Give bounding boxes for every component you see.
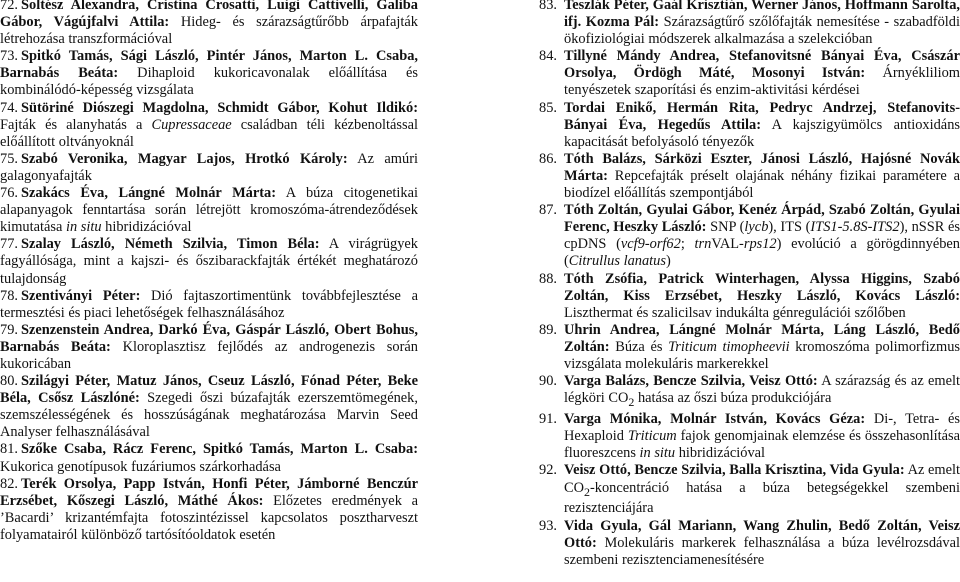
- entry-authors: Szakács Éva, Lángné Molnár Márta:: [21, 185, 277, 202]
- list-item: 77. Szalay László, Németh Szilvia, Timon Béla: A virágrügyek fagyállósága, mint a kajszi- és őszibarackfajták értékét meghatározó tulajdonság: [0, 236, 419, 287]
- list-item: 92. Veisz Ottó, Bencze Szilvia, Balla Krisztina, Vida Gyula: Az emelt $CO_2$-koncentráció hatása a búza betegségekkel szembeni rezisztenciájára: [539, 462, 960, 517]
- entry-title: Repcefajták préselt olajának néhány fizikai paramétere a biodízel előállítás szempontjából: [564, 167, 960, 202]
- list-item: 89. Uhrin Andrea, Lángné Molnár Márta, Láng László, Bedő Zoltán: Búza és Triticum timopheevii kromoszóma polimorfizmus vizsgálata molekuláris markerekkel: [539, 321, 960, 372]
- entry-title: A szárazság és az emelt légköri $CO_2$ hatása az őszi búza produkciójára: [564, 373, 960, 410]
- entry-title: Kukorica genotípusok fuzáriumos szárkorhadása: [0, 458, 281, 475]
- entry-authors: Soltész Alexandra, Cristina Crosatti, Luigi Cattivelli, Galiba Gábor, Vágújfalvi Attila:: [0, 0, 418, 31]
- entry-authors: Varga Balázs, Bencze Szilvia, Veisz Ottó:: [564, 373, 818, 390]
- list-item: 82. Terék Orsolya, Papp István, Honfi Péter, Jámborné Benczúr Erzsébet, Kőszegi László, Máthé Ákos: Előzetes eredmények a ’Bacardi’ krizantémfajta fotoszintézissel kapcsolatos posztharveszt folyamatairól különböző tartósítóoldatok esetén: [0, 475, 418, 543]
- entry-title: Dió fajtaszortimentünk továbbfejlesztése a termesztési és piaci lehetőségek felhasználásához: [0, 287, 418, 321]
- entry-title: Az amúri galagonyafajták: [0, 150, 418, 184]
- entry-title: Dihaploid kukoricavonalak előállítása és kombinálódó-képesség vizsgálata: [0, 65, 418, 99]
- entry-authors: Uhrin Andrea, Lángné Molnár Márta, Láng László, Bedő Zoltán:: [564, 321, 960, 355]
- list-item: 84. Tillyné Mándy Andrea, Stefanovitsné Bányai Éva, Császár Orsolya, Ördögh Máté, Mosonyi István: Árnyékliliom tenyészetek szaporítási és enzim-aktivitási kérdései: [539, 48, 960, 99]
- entry-authors: Sütöriné Diószegi Magdolna, Schmidt Gábor, Kohut Ildikó:: [21, 99, 418, 116]
- entry-authors: Szilágyi Péter, Matuz János, Cseuz László, Fónad Péter, Beke Béla, Csősz Lászlóné:: [0, 373, 418, 407]
- entry-authors: Tóth Zsófia, Patrick Winterhagen, Alyssa Higgins, Szabó Zoltán, Kiss Erzsébet, Heszky László, Kovács László:: [564, 270, 960, 304]
- list-item: 75. Szabó Veronika, Magyar Lajos, Hrotkó Károly: Az amúri galagonyafajták: [0, 150, 418, 184]
- list-item: 90. Varga Balázs, Bencze Szilvia, Veisz Ottó: A szárazság és az emelt légköri $CO_2$ hatása az őszi búza produkciójára: [539, 373, 960, 410]
- list-item: 83. Teszlák Péter, Gaál Krisztián, Werner János, Hoffmann Sarolta, ifj. Kozma Pál: Szárazságtűrő szőlőfajták nemesítése - szabadföldi ökofiziológiai módszerek alkalmazása a szelekcióban: [539, 0, 960, 48]
- entry-title: Búza és Triticum timopheevii kromoszóma polimorfizmus vizsgálata molekuláris markerekkel: [564, 338, 960, 372]
- list-item: 79. Szenzenstein Andrea, Darkó Éva, Gáspár László, Obert Bohus, Barnabás Beáta: Kloroplasztisz fejlődés az androgenezis során kukoricában: [0, 321, 418, 372]
- entry-authors: Szentiványi Péter:: [21, 287, 141, 304]
- entry-title: Az emelt $CO_2$-koncentráció hatása a búza betegségekkel szembeni rezisztenciájára: [564, 462, 960, 517]
- entry-title: A virágrügyek fagyállósága, mint a kajszi- és őszibarackfajták értékét meghatározó tulajdonság: [0, 236, 419, 287]
- list-item: 86. Tóth Balázs, Sárközi Eszter, Jánosi László, Hajósné Novák Márta: Repcefajták préselt olajának néhány fizikai paramétere a biodízel előállítás szempontjából: [539, 150, 960, 202]
- list-item: 73. Spitkó Tamás, Sági László, Pintér János, Marton L. Csaba, Barnabás Beáta: Dihaploid kukoricavonalak előállítása és kombinálódó-képesség vizsgálata: [0, 48, 418, 99]
- entry-authors: Vida Gyula, Gál Mariann, Wang Zhulin, Bedő Zoltán, Veisz Ottó:: [564, 517, 960, 551]
- entry-authors: Szenzenstein Andrea, Darkó Éva, Gáspár László, Obert Bohus, Barnabás Beáta:: [0, 321, 418, 355]
- list-item: 93. Vida Gyula, Gál Mariann, Wang Zhulin, Bedő Zoltán, Veisz Ottó: Molekuláris markerek felhasználása a búza levélrozsdával szembeni rezisztenciamenesítésére: [539, 517, 960, 568]
- right-column: [539, 0, 960, 569]
- entry-title: Fajták és alanyhatás a Cupressaceae családban téli kézbenoltással előállított oltványoknál: [0, 116, 418, 150]
- entry-authors: Varga Mónika, Molnár István, Kovács Géza:: [564, 411, 866, 428]
- entry-title: Liszthermat és szalicilsav indukálta génregulációi szőlőben: [564, 304, 906, 321]
- list-item: 72. Soltész Alexandra, Cristina Crosatti, Luigi Cattivelli, Galiba Gábor, Vágújfalvi Attila: Hideg- és szárazságtűrőbb árpafajták létrehozása transzformációval: [0, 0, 418, 48]
- entry-title: Di-, Tetra- és Hexaploid Triticum fajok genomjainak elemzése és összehasonlítása fluoreszcens in situ hibridizációval: [564, 411, 960, 462]
- entry-title: Molekuláris markerek felhasználása a búza levélrozsdával szembeni rezisztenciamenesítésére: [564, 534, 960, 568]
- entry-title: SNP (lycb), ITS (ITS1-5.8S-ITS2), nSSR és cpDNS (vcf9-orf62; trnVAL-rps12) evolúció a görögdinnyében (Citrullus lanatus): [564, 219, 960, 270]
- entry-title: Kloroplasztisz fejlődés az androgenezis során kukoricában: [0, 338, 418, 372]
- list-item: 76. Szakács Éva, Lángné Molnár Márta: A búza citogenetikai alapanyagok fenntartása során létrejött kromoszóma-átrendeződések kimutatása in situ hibridizációval: [0, 185, 418, 236]
- list-item: 81. Szőke Csaba, Rácz Ferenc, Spitkó Tamás, Marton L. Csaba: Kukorica genotípusok fuzáriumos szárkorhadása: [0, 441, 418, 475]
- list-item: 80. Szilágyi Péter, Matuz János, Cseuz László, Fónad Péter, Beke Béla, Csősz Lászlóné: Szegedi őszi búzafajták ezerszemtömegének, szemszélességének és hosszúságának meghatározása Marvin Seed Analyser felhasználásával: [0, 373, 418, 441]
- list-item: 78. Szentiványi Péter: Dió fajtaszortimentünk továbbfejlesztése a termesztési és piaci lehetőségek felhasználásához: [0, 287, 418, 321]
- entry-authors: Tordai Enikő, Hermán Rita, Pedryc Andrzej, Stefanovits-Bányai Éva, Hegedűs Attila:: [564, 99, 960, 133]
- list-item: 85. Tordai Enikő, Hermán Rita, Pedryc Andrzej, Stefanovits-Bányai Éva, Hegedűs Attila: A kajszigyümölcs antioxidáns kapacitását befolyásoló tényezők: [539, 99, 960, 150]
- entry-authors: Tóth Balázs, Sárközi Eszter, Jánosi László, Hajósné Novák Márta:: [564, 150, 960, 184]
- entry-authors: Szabó Veronika, Magyar Lajos, Hrotkó Károly:: [21, 150, 348, 167]
- entry-authors: Teszlák Péter, Gaál Krisztián, Werner János, Hoffmann Sarolta, ifj. Kozma Pál:: [564, 0, 960, 31]
- entry-title: Szegedi őszi búzafajták ezerszemtömegének, szemszélességének és hosszúságának meghatározása Marvin Seed Analyser felhasználásával: [0, 390, 418, 441]
- entry-authors: Veisz Ottó, Bencze Szilvia, Balla Krisztina, Vida Gyula:: [564, 462, 905, 479]
- entry-authors: Terék Orsolya, Papp István, Honfi Péter, Jámborné Benczúr Erzsébet, Kőszegi László, Máthé Ákos:: [0, 475, 418, 509]
- entry-title: Árnyékliliom tenyészetek szaporítási és enzim-aktivitási kérdései: [564, 65, 960, 99]
- entry-title: Szárazságtűrő szőlőfajták nemesítése - szabadföldi ökofiziológiai módszerek alkalmazása a szelekcióban: [564, 14, 960, 48]
- entry-title: A búza citogenetikai alapanyagok fenntartása során létrejött kromoszóma-átrendeződések kimutatása in situ hibridizációval: [0, 185, 418, 236]
- list-item: 91. Varga Mónika, Molnár István, Kovács Géza: Di-, Tetra- és Hexaploid Triticum fajok genomjainak elemzése és összehasonlítása fluoreszcens in situ hibridizációval: [539, 411, 960, 462]
- list-item: 74. Sütöriné Diószegi Magdolna, Schmidt Gábor, Kohut Ildikó: Fajták és alanyhatás a Cupressaceae családban téli kézbenoltással előállított oltványoknál: [0, 99, 418, 150]
- entry-title: Előzetes eredmények a ’Bacardi’ krizantémfajta fotoszintézissel kapcsolatos posztharveszt folyamatairól különböző tartósítóoldatok esetén: [0, 492, 418, 543]
- entry-authors: Tóth Zoltán, Gyulai Gábor, Kenéz Árpád, Szabó Zoltán, Gyulai Ferenc, Heszky László:: [564, 202, 960, 236]
- list-item: 87. Tóth Zoltán, Gyulai Gábor, Kenéz Árpád, Szabó Zoltán, Gyulai Ferenc, Heszky László: SNP (lycb), ITS (ITS1-5.8S-ITS2), nSSR és cpDNS (vcf9-orf62; trnVAL-rps12) evolúció a görögdinnyében (Citrullus lanatus): [539, 202, 960, 270]
- entry-authors: Spitkó Tamás, Sági László, Pintér János, Marton L. Csaba, Barnabás Beáta:: [0, 48, 418, 82]
- left-column: [0, 0, 418, 544]
- entry-title: A kajszigyümölcs antioxidáns kapacitását befolyásoló tényezők: [564, 116, 960, 150]
- entry-authors: Szalay László, Németh Szilvia, Timon Béla:: [21, 236, 320, 253]
- entry-authors: Tillyné Mándy Andrea, Stefanovitsné Bányai Éva, Császár Orsolya, Ördögh Máté, Mosonyi István:: [564, 48, 960, 82]
- entry-title: Hideg- és szárazságtűrőbb árpafajták létrehozása transzformációval: [0, 14, 418, 48]
- list-item: 88. Tóth Zsófia, Patrick Winterhagen, Alyssa Higgins, Szabó Zoltán, Kiss Erzsébet, Heszky László, Kovács László: Liszthermat és szalicilsav indukálta génregulációi szőlőben: [539, 270, 960, 321]
- entry-authors: Szőke Csaba, Rácz Ferenc, Spitkó Tamás, Marton L. Csaba:: [21, 441, 418, 458]
